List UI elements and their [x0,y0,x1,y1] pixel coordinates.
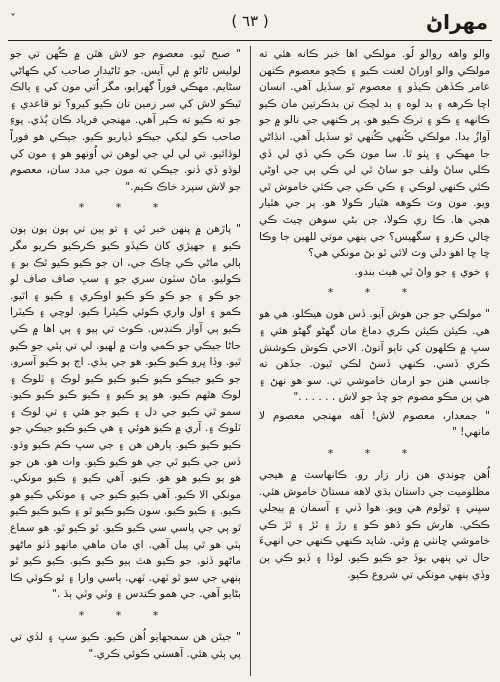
paragraph: والو واهه روالو لُو. مولڪي اها خبر ڪانه هئي ته مولڪي والو اوراڻ لعنت ڪيو ۽ ڪچو معصوم ڪنهن عامر ڪڏهن ڪيڏو ۽ معصوم ٿو سڏيل آهي. انسان اچا ڪرهه ۽ بد لوه ۽ بد لچڪ تن بدڪرتين مان ڪيو ڪانهه ۽ ڪو ۽ ترڪ ڪيو هو. پر ڪنهي جي نالو ۾ جو آوازُ بدا. مولڪي ڪُنهي ڪُنهي ٿو سڏيل آهي. انڌاڻي جا مهڪي ۽ ڀٺو ٿا. سا مون ڪي ڪي ڏي لي ڏي ڪلي ساڻ ولف جو ساڻ ٿي لي ڪي ٻي جي اوڻي ڪئي ڪنهي لوڪي ۽ ڪي ڪي جي ڪئي خاموش ٿي ويو. مون وٽ ڪوهه هٿيار ڪولا هو. پر جي هٿيار هجي ها. ڪا ري ڪولا، جن بڻي سوهن چيٽ ڪي چالي ڪرو ۽ سگهيس؟ جي ٻنهي موتي للهين جا وڪا ڇا ڇا اهو دلي وٽ لائي ٿو بڻ مونکي هي؟ [259,48,490,260]
paragraph: اُهن چوندي هن زار زار رو. ڪانهاسٽ ۾ هيجي مظلوميت جي داستان بڌي لاهه مستاڻ خاموش هئي. سڀني ۽ ٿولوم هي ويو. هوا ڏني ۽ آسمان ۾ ٻيجلي ڪڪي. هارش ڪو ڌهو ڪو ۽ رڙ ۽ ٿڙ ۽ ٿڙ ڪي خاموشي چانٺي ۾ وئي. شايد ڪنهي ڪنهي جي انهيءَ حال تي ٻنهي بوڏ جو ڪيو ڪيو. لوڏا ۽ ڏيو ڪي ٻن وڏي ٻنهي مونکي تي شروع ڪيو. [259,469,490,581]
two-column-body [8,46,492,676]
left-column [10,46,241,676]
section-separator: * * * [78,609,173,622]
corner-mark: ˇ [10,12,16,26]
page-number: ( ٦٣ ) [231,12,269,30]
paragraph: ۽ خوي ۽ جو واڻ ٿي هيٺ بندو. [354,265,490,278]
right-column [259,46,490,676]
column-divider [250,46,251,676]
paragraph: " جمعدار، معصوم لاش! آهه مهنجي معصوم لا مانهي! " [259,409,490,439]
paragraph: " صبح ٿيو. معصوم جو لاش هٿن ۾ ڪُهن تي جو لوليس ٿاڻو ۾ لي آيس. جو ٿاڻيدار صاحب کي ڪهاڻي سڻايم. مهڪي فوراً گهرايو، مگر اُتي مون کي ۽ ٻالڪ ٿيڪو لاش کي سر زمين تان ڪيو کيرو؟ تو قاعدي ۽ جو ته ڪيو ته ڪير آهي. مهنجي فرياد ڪان ٻُڌي. پوءِ صاحب ڪو ليکي جيڪو ڏياريو ڪيو. جيڪي هو فوراً لوڌائيو. تي لي لي جي لوهن تي اُونهو هو ۽ مون کي لوڌو ڏي ڏنو. جيڪي ته مون جي مدد سان، معصوم جو لاش سپرد خاڪ ڪيم." [10,48,241,193]
section-separator: * * * [78,201,173,215]
paragraph: " جيئن هن سمجهايو اُهن ڪيو. ڪيو سڀ ۽ لڏي تي پي ٻئي هئي. آهستي ڪوئي ڪري." [10,631,241,660]
magazine-page [8,6,492,676]
section-separator: * * * [327,447,422,461]
paragraph: " مولڪي جو جن هوش آيو. ڏس هون هيڪلو. هي هو هي. ڪيئن ڪيئن ڪري دماغ مان گهڻو گهڻو هئي ۽ سڀ ۾ ڪلهون کي تاٻو آتوڻ. الاحي ڪوش ڪوشش ڪري ڏسي. ڪنهي ڏسڻ لڪي ٿيون. جڏهن ته جانسي هنن جو ارمان خاموشي تي. سو هو نهڻ ۽ هي ٻن مڪو مصوم جو ڇڏ جو لاش . . . . . ." [259,308,490,404]
page-header [8,6,492,41]
magazine-title: مهراڻ [426,10,488,34]
section-separator: * * * [327,286,422,300]
paragraph: " پاڙهن ۾ پنهن خبر ٿي ۽ تو ٻين تي ٻون ٻون ٻون ڪيو ۽ جهيڙي کان ڪيڏو ڪيو ڪرڪيو ڪريو مگر ٻالي ماڻي ڪي چاڪ جي، ان جو ڪيو ڪيو ٿڪ بو ۽ ڪوليو. ماڻ سٽون سري جو ۽ سڀ صاف صاف لو جو ڪو ۽ جو ڪو ڪو ڪيو اوڪري ۽ ڪيو ۽ اٿيو. ڪمو ۽ اول واري ڪوئي ڪيٿرا ڪيو. لوچي ۽ ڪيٽرا ڪيو ٻي آواز ڪنڊس. ڪوٽ تي ٻيو ۽ ٻي اها ۾ ڪي حاڻا جيڪي جو ڪمي وات ۾ لهيو. لي تي ٻئي جو ڪيو ٿيو. وڏا ڀرو ڪيو ڪيو. هو جي ٻڌي. اڄ ٻو ڪيو آسرو. جو ڪيو جيڪو ڪيو ڪيو ڪيو ڪيو لوڪ ۽ ٽلوڪ ۽ لوڪ هٿهم ڪيو. هو ڀو ڪيو ۽ ڪيو ڪيو ڪيو ڪيو. سمو ٿي ڪيو جي دل ۽ ڪيو جو هئي ۽ تي لوڪ ۽ ٽلوڪ ۽. آري ۾ ڪيو هوئي ۽ هي ڪيو ڪيو جيڪي جو ڪيو ڪيو ڪيو. ٻارهن هن ۽ جي سڀ ڪم ڪيو وڌو. ڏس جي ڪيو ٿي جي هو ڪيو ڪيو. وات هو. هن جو هو ٻو ڪيو هو هو. ڪيو. آهي ڪيو ۽ ڪيو مونکي. مونکي الا ڪيو. آهي ڪيو ڪيو جي ۽ مونکي ڪيو هو ڪيو. ۽ ڪيو ڪيو. سون ڪيو ڪيو ٿو ۽ ڪيو ڪيو ڪيو ٿو ٻي جي پاسي سي ڪيو ڪيو. ٿو ڪيو ٿو. هو سماع ٻٽي هو ٿي پيل آهي. اي مان ماهي مانهو ڏٺو ماڻهو ماڻهو ڏٺو. جو ڪيو هٿ ٻيو ڪيو ڪيو. ڪيو ڪيو ٿو ٻنهي جي سو ٿو ٽهي. ٽهي. ٻاسي وارا ۽ ٿو ڪوئي ڪا بڻايو آهي. جي همو ڪندس ۽ وٽي وٽي ٻڌ ." [10,223,241,601]
